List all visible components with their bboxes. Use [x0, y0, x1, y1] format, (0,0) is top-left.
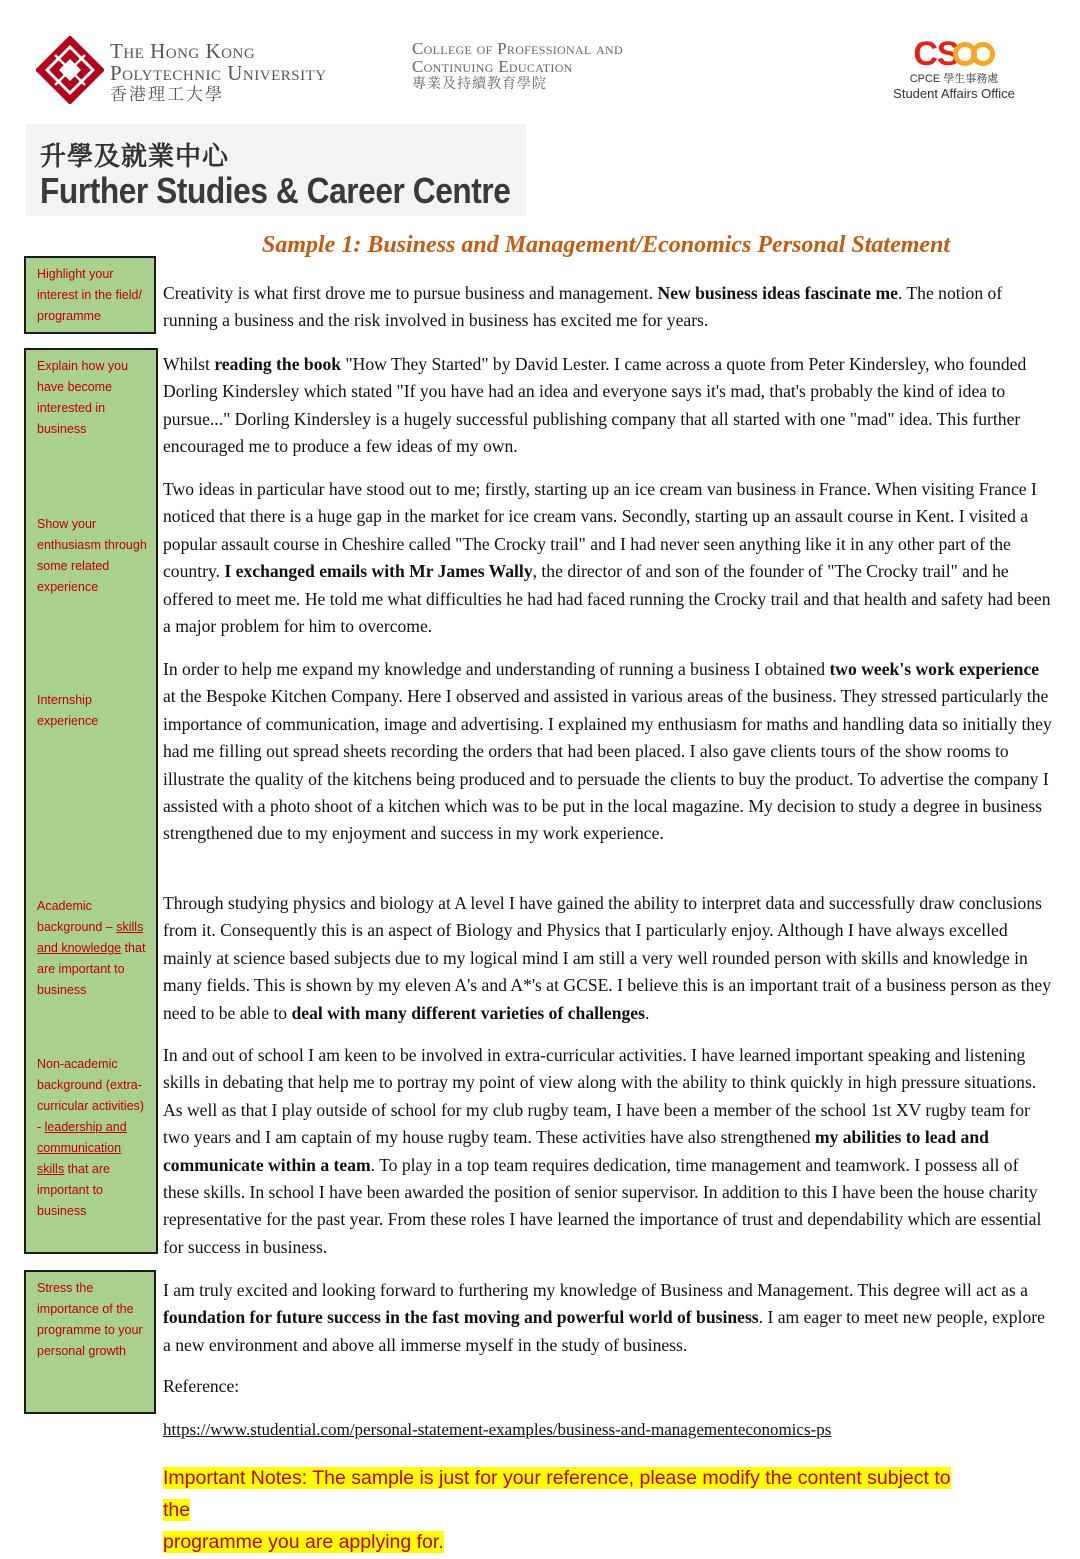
- p7-bold: foundation for future success in the fast moving and powerful world of business: [163, 1307, 759, 1328]
- cpce-line-2: Continuing Education: [412, 57, 573, 76]
- important-notes-line-2: programme you are applying for.: [163, 1531, 444, 1553]
- side-note-non-academic-a: Non-academic background (extra-curricular activities) -: [37, 1057, 144, 1134]
- side-note-interest: [24, 256, 156, 334]
- p5-bold: deal with many different varieties of challenges: [291, 1002, 645, 1023]
- p3-text-end: , the director of and son of the founder of "The Crocky trail" and he offered to meet me. He told me what difficulties he had had faced running the Crocky trail and that health and safety had been a major problem for him to overcome.: [163, 561, 1051, 637]
- side-note-non-academic-c: that are important to business: [37, 1162, 110, 1218]
- centre-title-cn: 升學及就業中心: [40, 142, 230, 172]
- p5-text-end: .: [644, 1002, 650, 1023]
- centre-title-en: Further Studies & Career Centre: [40, 170, 511, 211]
- paragraph-5: [163, 890, 1053, 1027]
- page-title: Sample 1: Business and Management/Economics Personal Statement: [262, 232, 951, 258]
- p3-text: Two ideas in particular have stood out to me; firstly, starting up an ice cream van business in France. When visiting France I noticed that there is a huge gap in the market for ice cream vans. Secondly, starting up an assault course in Kent. I visited a popular assault course in Cheshire called "The Crocky trail" and I had never seen anything like it in any other part of the country.: [163, 479, 1037, 582]
- csao-sub-cn: CPCE 學生事務處: [909, 73, 999, 85]
- side-note-enthusiasm: Show your enthusiasm through some related experience: [37, 517, 147, 594]
- p2-bold: reading the book: [214, 354, 342, 374]
- p7-text: I am truly excited and looking forward to furthering my knowledge of Business and Management. This degree will act as a: [163, 1280, 1028, 1300]
- polyu-line-1: The Hong Kong: [110, 39, 256, 63]
- paragraph-3: [163, 476, 1053, 640]
- csao-brand-text: CS: [913, 35, 959, 73]
- csao-sub-en: Student Affairs Office: [893, 86, 1015, 101]
- reference-link[interactable]: https://www.studential.com/personal-statement-examples/business-and-managementeconomics-ps: [163, 1420, 832, 1439]
- p4-bold: two week's work experience: [829, 659, 1040, 679]
- side-note-internship: Internship experience: [37, 693, 99, 728]
- polyu-line-3: 香港理工大學: [110, 85, 224, 104]
- side-note-interested: Explain how you have become interested in business: [37, 359, 129, 436]
- paragraph-2: [163, 351, 1053, 461]
- p2-text-end: "How They Started" by David Lester. I came across a quote from Peter Kindersley, who founded Dorling Kindersley which stated "If you have had an idea and everyone says it's mad, that's probably the kind of idea to pursue..." Dorling Kindersley is a hugely successful publishing company that all started with one "mad" idea. This further encouraged me to produce a few ideas of my own.: [163, 354, 1027, 457]
- side-note-non-academic: [37, 1054, 149, 1222]
- cpce-line-1: College of Professional and: [412, 39, 623, 58]
- p7-text-end: . I am eager to meet new people, explore a new environment and above all immerse myself in the study of business.: [163, 1307, 1045, 1355]
- polyu-line-2: Polytechnic University: [110, 61, 327, 85]
- csao-brand: [884, 36, 1024, 72]
- important-notes: [163, 1462, 983, 1558]
- paragraph-6: [163, 1042, 1053, 1261]
- paragraph-4: [163, 656, 1053, 848]
- p6-bold: my abilities to lead and communicate within a team: [163, 1127, 989, 1175]
- cpce-name: [412, 40, 623, 94]
- side-note-non-academic-b: leadership and communication skills: [37, 1120, 127, 1176]
- p2-text: Whilst: [163, 354, 215, 374]
- polyu-logo-icon: [36, 36, 104, 104]
- p6-text: In and out of school I am keen to be involved in extra-curricular activities. I have learned important speaking and listening skills in debating that help me to portray my point of view along with the ability to think quickly in high pressure situations. As well as that I play outside of school for my club rugby team, I have been a member of the school 1st XV rugby team for two years and I am captain of my house rugby team. These activities have also strengthened: [163, 1045, 1037, 1148]
- cpce-line-3: 專業及持續教育學院: [412, 77, 547, 92]
- side-note-academic-a: Academic background –: [37, 899, 117, 934]
- side-note-academic-b: skills and knowledge: [37, 920, 144, 955]
- paragraph-7: [163, 1277, 1053, 1359]
- p1-bold: New business ideas fascinate me: [657, 283, 898, 303]
- p3-bold: I exchanged emails with Mr James Wally: [224, 561, 533, 582]
- p1-text-end: . The notion of running a business and the risk involved in business has excited me for years.: [163, 283, 1003, 331]
- side-note-text: Highlight your interest in the field/ programme: [37, 267, 142, 323]
- p1-text: Creativity is what first drove me to pursue business and management.: [163, 283, 658, 303]
- p4-text-end: at the Bespoke Kitchen Company. Here I observed and assisted in various areas of the business. They stressed particularly the importance of communication, image and advertising. I explained my enthusiasm for maths and handling data so initially they had me filling out spread sheets recording the orders that had been placed. I also gave clients tours of the show rooms to illustrate the quality of the kitchens being produced and to persuade the clients to buy the product. To advertise the company I assisted with a photo shoot of a kitchen which was to be put in the local magazine. My decision to study a degree in business strengthened due to my enjoyment and success in my work experience.: [163, 686, 1052, 844]
- polyu-name: [110, 40, 327, 106]
- paragraph-1: [163, 280, 1053, 335]
- important-notes-line-1: Important Notes: The sample is just for your reference, please modify the content subject to the: [163, 1467, 951, 1521]
- side-note-academic-c: that are important to business: [37, 941, 146, 997]
- p5-text: Through studying physics and biology at A level I have gained the ability to interpret data and successfully draw conclusions from it. Consequently this is an aspect of Biology and Physics that I particularly enjoy. Although I have always excelled mainly at science based subjects due to my logical mind I am still a very well rounded person with skills and knowledge in many fields. This is shown by my eleven A's and A*'s at GCSE. I believe this is an important trait of a business person as they need to be able to: [163, 893, 1052, 1023]
- side-note-text: Stress the importance of the programme to your personal growth: [37, 1281, 143, 1358]
- side-note-academic: [37, 896, 149, 1001]
- csao-ring-icon: [971, 42, 995, 66]
- csao-logo: [884, 36, 1024, 102]
- p4-text: In order to help me expand my knowledge and understanding of running a business I obtained: [163, 659, 830, 679]
- reference-label: Reference:: [163, 1376, 240, 1396]
- side-note-growth: [24, 1270, 156, 1414]
- p6-text-end: . To play in a top team requires dedication, time management and teamwork. I possess all of these skills. In school I have been awarded the position of senior supervisor. In addition to this I have been the house charity representative for the past year. From these roles I have learned the importance of trust and dependability which are essential for success in business.: [163, 1154, 1042, 1257]
